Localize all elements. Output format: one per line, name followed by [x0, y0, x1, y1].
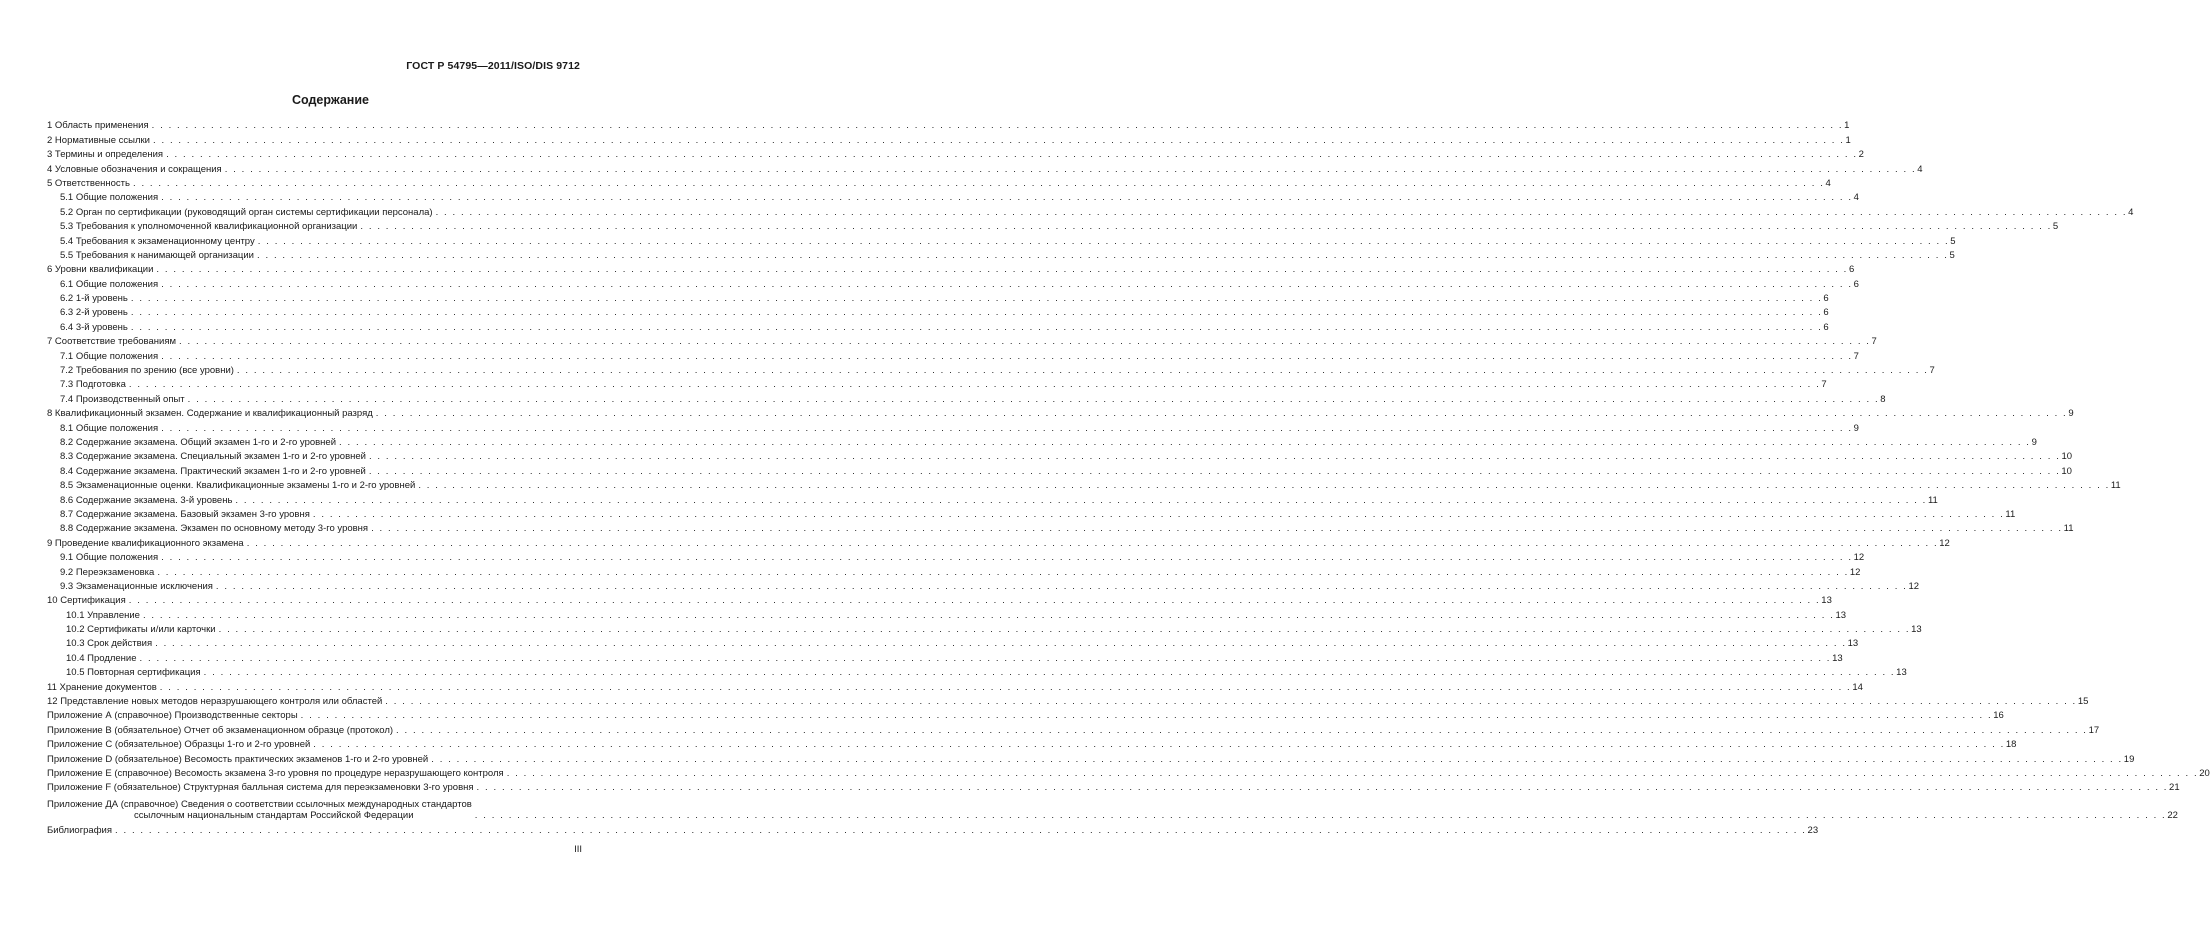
toc-entry-label: 8 Квалификационный экзамен. Содержание и квалификационный разряд [47, 408, 373, 420]
toc-entry-label: 5 Ответственность [47, 177, 130, 189]
toc-entry-page: 22 [2167, 810, 2178, 822]
toc-entry-label: 8.2 Содержание экзамена. Общий экзамен 1-го и 2-го уровней [60, 436, 337, 448]
toc-entry [47, 793, 2178, 822]
toc-entry-label: 2 Нормативные ссылки [47, 134, 150, 146]
toc-entry [47, 434, 2037, 448]
toc-entry-page: 10 [2061, 451, 2073, 463]
toc-dot-leader: . . . . . . . . . . . . . . . . . . . . . . . . . . . . . . . . . . . . . . . . . . . . . . . . . . . . . . . . . . . . . . . . . . . . . . . . . . . . . . . . . . . . . . . . . . . . . . . . . . . . . . . . . . . . . . . . . . . . . . . . . . . . . . . . . . . . . . . . . . . . . . . . . . . . . . . . . . . . . . . . . . . . . . . . . . . . . . . . . . . . . . . . . . . . . . . . . . . . . . . . [476, 782, 2169, 794]
toc-entry-label: 6.4 3-й уровень [60, 321, 128, 333]
toc-dot-leader: . . . . . . . . . . . . . . . . . . . . . . . . . . . . . . . . . . . . . . . . . . . . . . . . . . . . . . . . . . . . . . . . . . . . . . . . . . . . . . . . . . . . . . . . . . . . . . . . . . . . . . . . . . . . . . . . . . . . . . . . . . . . . . . . . . . . . . . . . . . . . . . . . . . . . . . . . . . . . . . . . . . . . . . . . . . . . . . . . . . . . . . . . . . . . . . . . . . . . . . . [179, 336, 1871, 348]
toc-entry-page: 7 [1871, 336, 1877, 348]
toc-entry-page: 6 [1848, 264, 1855, 276]
toc-entry-page: 6 [1823, 293, 1829, 305]
toc-dot-leader: . . . . . . . . . . . . . . . . . . . . . . . . . . . . . . . . . . . . . . . . . . . . . . . . . . . . . . . . . . . . . . . . . . . . . . . . . . . . . . . . . . . . . . . . . . . . . . . . . . . . . . . . . . . . . . . . . . . . . . . . . . . . . . . . . . . . . . . . . . . . . . . . . . . . . . . . . . . . . . . . . . . . . . . . . . . . . . . . . . . . . . . . . . . . . . . . . . . . . . . . [474, 810, 2167, 822]
toc-entry-label: 10 Сертификация [47, 595, 126, 607]
toc-entry-label-line1: Приложение ДА (справочное) Сведения о соответствии ссылочных международных стандартов [47, 799, 472, 811]
toc-entry [47, 405, 2074, 420]
toc-entry-page: 7 [1821, 379, 1827, 391]
toc-entry [47, 362, 1935, 377]
toc-dot-leader: . . . . . . . . . . . . . . . . . . . . . . . . . . . . . . . . . . . . . . . . . . . . . . . . . . . . . . . . . . . . . . . . . . . . . . . . . . . . . . . . . . . . . . . . . . . . . . . . . . . . . . . . . . . . . . . . . . . . . . . . . . . . . . . . . . . . . . . . . . . . . . . . . . . . . . . . . . . . . . . . . . . . . . . . . . . . . . . . . . . . . . . . . . . . . . . . . . . . . . . . [155, 638, 1847, 650]
toc-dot-leader: . . . . . . . . . . . . . . . . . . . . . . . . . . . . . . . . . . . . . . . . . . . . . . . . . . . . . . . . . . . . . . . . . . . . . . . . . . . . . . . . . . . . . . . . . . . . . . . . . . . . . . . . . . . . . . . . . . . . . . . . . . . . . . . . . . . . . . . . . . . . . . . . . . . . . . . . . . . . . . . . . . . . . . . . . . . . . . . . . . . . . . . . . . . . . . . . . . . . . . . . [157, 566, 1849, 578]
toc-entry [47, 606, 1847, 621]
toc-entry [47, 563, 1861, 578]
toc-entry [47, 131, 1851, 146]
toc-entry-page: 13 [1847, 638, 1859, 650]
toc-entry-page: 2 [1858, 149, 1864, 161]
toc-entry-page: 1 [1844, 120, 1850, 132]
toc-entry-page: 17 [2088, 724, 2100, 736]
toc-entry-label: 6.2 1-й уровень [60, 293, 128, 305]
toc-entry [47, 635, 1859, 650]
toc-entry-label: 10.1 Управление [66, 609, 140, 621]
toc-dot-leader: . . . . . . . . . . . . . . . . . . . . . . . . . . . . . . . . . . . . . . . . . . . . . . . . . . . . . . . . . . . . . . . . . . . . . . . . . . . . . . . . . . . . . . . . . . . . . . . . . . . . . . . . . . . . . . . . . . . . . . . . . . . . . . . . . . . . . . . . . . . . . . . . . . . . . . . . . . . . . . . . . . . . . . . . . . . . . . . . . . . . . . . . . . . . . . . . . . . . . . . . [218, 624, 1911, 636]
toc-dot-leader: . . . . . . . . . . . . . . . . . . . . . . . . . . . . . . . . . . . . . . . . . . . . . . . . . . . . . . . . . . . . . . . . . . . . . . . . . . . . . . . . . . . . . . . . . . . . . . . . . . . . . . . . . . . . . . . . . . . . . . . . . . . . . . . . . . . . . . . . . . . . . . . . . . . . . . . . . . . . . . . . . . . . . . . . . . . . . . . . . . . . . . . . . . . . . . . . . . . . . . . . [215, 580, 1908, 592]
toc-dot-leader: . . . . . . . . . . . . . . . . . . . . . . . . . . . . . . . . . . . . . . . . . . . . . . . . . . . . . . . . . . . . . . . . . . . . . . . . . . . . . . . . . . . . . . . . . . . . . . . . . . . . . . . . . . . . . . . . . . . . . . . . . . . . . . . . . . . . . . . . . . . . . . . . . . . . . . . . . . . . . . . . . . . . . . . . . . . . . . . . . . . . . . . . . . . . . . . . . . . . . . . . [151, 120, 1844, 132]
toc-dot-leader: . . . . . . . . . . . . . . . . . . . . . . . . . . . . . . . . . . . . . . . . . . . . . . . . . . . . . . . . . . . . . . . . . . . . . . . . . . . . . . . . . . . . . . . . . . . . . . . . . . . . . . . . . . . . . . . . . . . . . . . . . . . . . . . . . . . . . . . . . . . . . . . . . . . . . . . . . . . . . . . . . . . . . . . . . . . . . . . . . . . . . . . . . . . . . . . . . . . . . . . . [385, 696, 2077, 708]
toc-dot-leader: . . . . . . . . . . . . . . . . . . . . . . . . . . . . . . . . . . . . . . . . . . . . . . . . . . . . . . . . . . . . . . . . . . . . . . . . . . . . . . . . . . . . . . . . . . . . . . . . . . . . . . . . . . . . . . . . . . . . . . . . . . . . . . . . . . . . . . . . . . . . . . . . . . . . . . . . . . . . . . . . . . . . . . . . . . . . . . . . . . . . . . . . . . . . . . . . . . . . . . . . [128, 595, 1821, 607]
toc-entry-page: 12 [1939, 537, 1950, 549]
toc-entry-label: 7.1 Общие положения [60, 350, 159, 362]
toc-dot-leader: . . . . . . . . . . . . . . . . . . . . . . . . . . . . . . . . . . . . . . . . . . . . . . . . . . . . . . . . . . . . . . . . . . . . . . . . . . . . . . . . . . . . . . . . . . . . . . . . . . . . . . . . . . . . . . . . . . . . . . . . . . . . . . . . . . . . . . . . . . . . . . . . . . . . . . . . . . . . . . . . . . . . . . . . . . . . . . . . . . . . . . . . . . . . . . . . . . . . . . . . [187, 393, 1880, 405]
toc-entry-page: 11 [1927, 494, 1938, 506]
toc-entry-label: 4 Условные обозначения и сокращения [47, 163, 222, 175]
toc-entry [47, 304, 1829, 319]
toc-dot-leader: . . . . . . . . . . . . . . . . . . . . . . . . . . . . . . . . . . . . . . . . . . . . . . . . . . . . . . . . . . . . . . . . . . . . . . . . . . . . . . . . . . . . . . . . . . . . . . . . . . . . . . . . . . . . . . . . . . . . . . . . . . . . . . . . . . . . . . . . . . . . . . . . . . . . . . . . . . . . . . . . . . . . . . . . . . . . . . . . . . . . . . . . . . . . . . . . . . . . . . . . [161, 422, 1853, 434]
toc-title: Содержание [291, 93, 369, 107]
toc-entry [47, 821, 1819, 836]
toc-entry [47, 318, 1829, 333]
toc-entry-label [47, 799, 475, 821]
toc-entry-label: 10.3 Срок действия [66, 638, 153, 650]
toc-entry-page: 12 [1908, 580, 1920, 592]
toc-entry [47, 779, 2180, 794]
toc-dot-leader: . . . . . . . . . . . . . . . . . . . . . . . . . . . . . . . . . . . . . . . . . . . . . . . . . . . . . . . . . . . . . . . . . . . . . . . . . . . . . . . . . . . . . . . . . . . . . . . . . . . . . . . . . . . . . . . . . . . . . . . . . . . . . . . . . . . . . . . . . . . . . . . . . . . . . . . . . . . . . . . . . . . . . . . . . . . . . . . . . . . . . . . . . . . . . . . . . . . . . . . . [371, 523, 2063, 535]
toc-entry-page: 9 [2031, 436, 2037, 448]
toc-entry-label: 7.3 Подготовка [60, 379, 126, 391]
toc-dot-leader: . . . . . . . . . . . . . . . . . . . . . . . . . . . . . . . . . . . . . . . . . . . . . . . . . . . . . . . . . . . . . . . . . . . . . . . . . . . . . . . . . . . . . . . . . . . . . . . . . . . . . . . . . . . . . . . . . . . . . . . . . . . . . . . . . . . . . . . . . . . . . . . . . . . . . . . . . . . . . . . . . . . . . . . . . . . . . . . . . . . . . . . . . . . . . . . . . . . . . . . . [300, 710, 1993, 722]
toc-entry-page: 16 [1993, 710, 2004, 722]
toc-dot-leader: . . . . . . . . . . . . . . . . . . . . . . . . . . . . . . . . . . . . . . . . . . . . . . . . . . . . . . . . . . . . . . . . . . . . . . . . . . . . . . . . . . . . . . . . . . . . . . . . . . . . . . . . . . . . . . . . . . . . . . . . . . . . . . . . . . . . . . . . . . . . . . . . . . . . . . . . . . . . . . . . . . . . . . . . . . . . . . . . . . . . . . . . . . . . . . . . . . . . . . . . [435, 206, 2128, 218]
toc-entry-page: 12 [1853, 552, 1865, 564]
toc-entry-page: 12 [1849, 566, 1861, 578]
toc-entry-label: 12 Представление новых методов неразрушающего контроля или областей [47, 696, 383, 708]
toc-dot-leader: . . . . . . . . . . . . . . . . . . . . . . . . . . . . . . . . . . . . . . . . . . . . . . . . . . . . . . . . . . . . . . . . . . . . . . . . . . . . . . . . . . . . . . . . . . . . . . . . . . . . . . . . . . . . . . . . . . . . . . . . . . . . . . . . . . . . . . . . . . . . . . . . . . . . . . . . . . . . . . . . . . . . . . . . . . . . . . . . . . . . . . . . . . . . . . . . . . . . . . . . [257, 235, 1950, 247]
toc-entry [47, 347, 1859, 362]
page-number: III [574, 844, 582, 855]
toc-entry [47, 549, 1865, 564]
toc-dot-leader: . . . . . . . . . . . . . . . . . . . . . . . . . . . . . . . . . . . . . . . . . . . . . . . . . . . . . . . . . . . . . . . . . . . . . . . . . . . . . . . . . . . . . . . . . . . . . . . . . . . . . . . . . . . . . . . . . . . . . . . . . . . . . . . . . . . . . . . . . . . . . . . . . . . . . . . . . . . . . . . . . . . . . . . . . . . . . . . . . . . . . . . . . . . . . . . . . . . . . . . . [130, 293, 1823, 305]
toc-entry-label: 7.4 Производственный опыт [60, 393, 185, 405]
toc-entry-page: 13 [1896, 667, 1907, 679]
toc-entry [47, 419, 1859, 434]
toc-entry-label: 10.5 Повторная сертификация [66, 667, 201, 679]
toc-dot-leader: . . . . . . . . . . . . . . . . . . . . . . . . . . . . . . . . . . . . . . . . . . . . . . . . . . . . . . . . . . . . . . . . . . . . . . . . . . . . . . . . . . . . . . . . . . . . . . . . . . . . . . . . . . . . . . . . . . . . . . . . . . . . . . . . . . . . . . . . . . . . . . . . . . . . . . . . . . . . . . . . . . . . . . . . . . . . . . . . . . . . . . . . . . . . . . . . . . . . . . . . [360, 221, 2052, 233]
toc-dot-leader: . . . . . . . . . . . . . . . . . . . . . . . . . . . . . . . . . . . . . . . . . . . . . . . . . . . . . . . . . . . . . . . . . . . . . . . . . . . . . . . . . . . . . . . . . . . . . . . . . . . . . . . . . . . . . . . . . . . . . . . . . . . . . . . . . . . . . . . . . . . . . . . . . . . . . . . . . . . . . . . . . . . . . . . . . . . . . . . . . . . . . . . . . . . . . . . . . . . . . . . . [161, 278, 1853, 290]
toc-entry-label: 9.1 Общие положения [60, 552, 159, 564]
toc-entry [47, 491, 1938, 506]
toc-entry [47, 693, 2089, 708]
toc-entry-page: 10 [2061, 465, 2072, 477]
toc-dot-leader: . . . . . . . . . . . . . . . . . . . . . . . . . . . . . . . . . . . . . . . . . . . . . . . . . . . . . . . . . . . . . . . . . . . . . . . . . . . . . . . . . . . . . . . . . . . . . . . . . . . . . . . . . . . . . . . . . . . . . . . . . . . . . . . . . . . . . . . . . . . . . . . . . . . . . . . . . . . . . . . . . . . . . . . . . . . . . . . . . . . . . . . . . . . . . . . . . . . . . . . . [236, 365, 1929, 377]
toc-entry-page: 4 [1917, 163, 1923, 175]
toc-entry-page: 11 [2005, 508, 2016, 520]
toc-dot-leader: . . . . . . . . . . . . . . . . . . . . . . . . . . . . . . . . . . . . . . . . . . . . . . . . . . . . . . . . . . . . . . . . . . . . . . . . . . . . . . . . . . . . . . . . . . . . . . . . . . . . . . . . . . . . . . . . . . . . . . . . . . . . . . . . . . . . . . . . . . . . . . . . . . . . . . . . . . . . . . . . . . . . . . . . . . . . . . . . . . . . . . . . . . . . . . . . . . . . . . . . [506, 767, 2199, 779]
toc-entry [47, 247, 1955, 261]
toc-dot-leader: . . . . . . . . . . . . . . . . . . . . . . . . . . . . . . . . . . . . . . . . . . . . . . . . . . . . . . . . . . . . . . . . . . . . . . . . . . . . . . . . . . . . . . . . . . . . . . . . . . . . . . . . . . . . . . . . . . . . . . . . . . . . . . . . . . . . . . . . . . . . . . . . . . . . . . . . . . . . . . . . . . . . . . . . . . . . . . . . . . . . . . . . . . . . . . . . . . . . . . . . [256, 249, 1949, 261]
toc-dot-leader: . . . . . . . . . . . . . . . . . . . . . . . . . . . . . . . . . . . . . . . . . . . . . . . . . . . . . . . . . . . . . . . . . . . . . . . . . . . . . . . . . . . . . . . . . . . . . . . . . . . . . . . . . . . . . . . . . . . . . . . . . . . . . . . . . . . . . . . . . . . . . . . . . . . . . . . . . . . . . . . . . . . . . . . . . . . . . . . . . . . . . . . . . . . . . . . . . . . . . . . . [418, 480, 2110, 492]
toc-entry [47, 664, 1907, 679]
toc-entry [47, 376, 1827, 391]
toc-entry-label: 5.2 Орган по сертификации (руководящий орган системы сертификации персонала) [60, 206, 433, 218]
toc-entry [47, 534, 1950, 549]
toc-entry-page: 13 [1911, 624, 1922, 636]
toc-entry [47, 390, 1886, 405]
toc-entry-page: 13 [1835, 609, 1847, 621]
toc-entry-page: 11 [2110, 480, 2121, 492]
toc-entry-page: 6 [1823, 307, 1829, 319]
toc-dot-leader: . . . . . . . . . . . . . . . . . . . . . . . . . . . . . . . . . . . . . . . . . . . . . . . . . . . . . . . . . . . . . . . . . . . . . . . . . . . . . . . . . . . . . . . . . . . . . . . . . . . . . . . . . . . . . . . . . . . . . . . . . . . . . . . . . . . . . . . . . . . . . . . . . . . . . . . . . . . . . . . . . . . . . . . . . . . . . . . . . . . . . . . . . . . . . . . . . . . . . . . . [313, 739, 2005, 751]
toc-entry-label: 9 Проведение квалификационного экзамена [47, 537, 244, 549]
toc-entry-label: 5.3 Требования к уполномоченной квалификационной организации [60, 221, 358, 233]
toc-entry-page: 4 [1853, 192, 1859, 204]
toc-entry [47, 146, 1864, 161]
toc-entry-page: 19 [2123, 753, 2135, 765]
toc-dot-leader: . . . . . . . . . . . . . . . . . . . . . . . . . . . . . . . . . . . . . . . . . . . . . . . . . . . . . . . . . . . . . . . . . . . . . . . . . . . . . . . . . . . . . . . . . . . . . . . . . . . . . . . . . . . . . . . . . . . . . . . . . . . . . . . . . . . . . . . . . . . . . . . . . . . . . . . . . . . . . . . . . . . . . . . . . . . . . . . . . . . . . . . . . . . . . . . . . . . . . . . . [203, 667, 1896, 679]
toc-entry-label: 5.1 Общие положения [60, 192, 159, 204]
toc-entry-page: 6 [1853, 278, 1859, 290]
toc-entry [47, 477, 2121, 492]
toc-entry [47, 621, 1922, 636]
toc-entry [47, 462, 2072, 477]
toc-entry-label: 9.3 Экзаменационные исключения [60, 580, 213, 592]
toc-entry [47, 707, 2004, 722]
toc-entry [47, 736, 2017, 751]
toc-entry-page: 9 [2068, 408, 2074, 420]
toc-entry-label: 8.1 Общие положения [60, 422, 159, 434]
toc-dot-leader: . . . . . . . . . . . . . . . . . . . . . . . . . . . . . . . . . . . . . . . . . . . . . . . . . . . . . . . . . . . . . . . . . . . . . . . . . . . . . . . . . . . . . . . . . . . . . . . . . . . . . . . . . . . . . . . . . . . . . . . . . . . . . . . . . . . . . . . . . . . . . . . . . . . . . . . . . . . . . . . . . . . . . . . . . . . . . . . . . . . . . . . . . . . . . . . . . . . . . . . . [153, 134, 1845, 146]
toc-entry [47, 506, 2016, 520]
toc-entry-page: 5 [2052, 221, 2059, 233]
toc-entry [47, 765, 2210, 779]
toc-dot-leader: . . . . . . . . . . . . . . . . . . . . . . . . . . . . . . . . . . . . . . . . . . . . . . . . . . . . . . . . . . . . . . . . . . . . . . . . . . . . . . . . . . . . . . . . . . . . . . . . . . . . . . . . . . . . . . . . . . . . . . . . . . . . . . . . . . . . . . . . . . . . . . . . . . . . . . . . . . . . . . . . . . . . . . . . . . . . . . . . . . . . . . . . . . . . . . . . . . . . . . . . [368, 465, 2061, 477]
toc-entry [47, 721, 2100, 736]
toc-dot-leader: . . . . . . . . . . . . . . . . . . . . . . . . . . . . . . . . . . . . . . . . . . . . . . . . . . . . . . . . . . . . . . . . . . . . . . . . . . . . . . . . . . . . . . . . . . . . . . . . . . . . . . . . . . . . . . . . . . . . . . . . . . . . . . . . . . . . . . . . . . . . . . . . . . . . . . . . . . . . . . . . . . . . . . . . . . . . . . . . . . . . . . . . . . . . . . . . . . . . . . . . [139, 652, 1832, 664]
toc-entry-label: 8.7 Содержание экзамена. Базовый экзамен 3-го уровня [60, 508, 310, 520]
toc-dot-leader: . . . . . . . . . . . . . . . . . . . . . . . . . . . . . . . . . . . . . . . . . . . . . . . . . . . . . . . . . . . . . . . . . . . . . . . . . . . . . . . . . . . . . . . . . . . . . . . . . . . . . . . . . . . . . . . . . . . . . . . . . . . . . . . . . . . . . . . . . . . . . . . . . . . . . . . . . . . . . . . . . . . . . . . . . . . . . . . . . . . . . . . . . . . . . . . . . . . . . . . . [431, 753, 2123, 765]
toc-dot-leader: . . . . . . . . . . . . . . . . . . . . . . . . . . . . . . . . . . . . . . . . . . . . . . . . . . . . . . . . . . . . . . . . . . . . . . . . . . . . . . . . . . . . . . . . . . . . . . . . . . . . . . . . . . . . . . . . . . . . . . . . . . . . . . . . . . . . . . . . . . . . . . . . . . . . . . . . . . . . . . . . . . . . . . . . . . . . . . . . . . . . . . . . . . . . . . . . . . . . . . . . [246, 537, 1939, 549]
toc-entry-label: 8.3 Содержание экзамена. Специальный экзамен 1-го и 2-го уровней [60, 451, 366, 463]
toc-dot-leader: . . . . . . . . . . . . . . . . . . . . . . . . . . . . . . . . . . . . . . . . . . . . . . . . . . . . . . . . . . . . . . . . . . . . . . . . . . . . . . . . . . . . . . . . . . . . . . . . . . . . . . . . . . . . . . . . . . . . . . . . . . . . . . . . . . . . . . . . . . . . . . . . . . . . . . . . . . . . . . . . . . . . . . . . . . . . . . . . . . . . . . . . . . . . . . . . . . . . . . . . [161, 192, 1853, 204]
toc-entry-page: 21 [2169, 782, 2180, 794]
toc-entry-label: Приложение В (обязательное) Отчет об экзаменационном образце (протокол) [47, 724, 394, 736]
toc-entry-page: 20 [2199, 767, 2210, 779]
toc-entry-page: 7 [1853, 350, 1859, 362]
toc-entry [47, 160, 1923, 175]
toc-entry [47, 592, 1832, 607]
toc-dot-leader: . . . . . . . . . . . . . . . . . . . . . . . . . . . . . . . . . . . . . . . . . . . . . . . . . . . . . . . . . . . . . . . . . . . . . . . . . . . . . . . . . . . . . . . . . . . . . . . . . . . . . . . . . . . . . . . . . . . . . . . . . . . . . . . . . . . . . . . . . . . . . . . . . . . . . . . . . . . . . . . . . . . . . . . . . . . . . . . . . . . . . . . . . . . . . . . . . . . . . . . . [161, 350, 1853, 362]
toc-entry-label: 8.8 Содержание экзамена. Экзамен по основному методу 3-го уровня [60, 523, 369, 535]
toc-entry-label: 11 Хранение документов [47, 681, 157, 693]
toc-entry-label: 5.4 Требования к экзаменационному центру [60, 235, 255, 247]
toc-entry-label: 5.5 Требования к нанимающей организации [60, 249, 254, 261]
toc-entry-page: 7 [1929, 365, 1935, 377]
toc-dot-leader: . . . . . . . . . . . . . . . . . . . . . . . . . . . . . . . . . . . . . . . . . . . . . . . . . . . . . . . . . . . . . . . . . . . . . . . . . . . . . . . . . . . . . . . . . . . . . . . . . . . . . . . . . . . . . . . . . . . . . . . . . . . . . . . . . . . . . . . . . . . . . . . . . . . . . . . . . . . . . . . . . . . . . . . . . . . . . . . . . . . . . . . . . . . . . . . . . . . . . . . . [368, 451, 2061, 463]
toc-entry [47, 218, 2059, 233]
toc-entry [47, 232, 1956, 247]
toc-entry-label: 9.2 Переэкзаменовка [60, 566, 155, 578]
toc-entry [47, 520, 2074, 535]
toc-entry-label: 10.2 Сертификаты и/или карточки [66, 624, 216, 636]
toc-entry-label: Приложение Е (справочное) Весомость экзамена 3-го уровня по процедуре неразрушающего контроля [47, 767, 504, 779]
toc-dot-leader: . . . . . . . . . . . . . . . . . . . . . . . . . . . . . . . . . . . . . . . . . . . . . . . . . . . . . . . . . . . . . . . . . . . . . . . . . . . . . . . . . . . . . . . . . . . . . . . . . . . . . . . . . . . . . . . . . . . . . . . . . . . . . . . . . . . . . . . . . . . . . . . . . . . . . . . . . . . . . . . . . . . . . . . . . . . . . . . . . . . . . . . . . . . . . . . . . . . . . . . . [159, 681, 1852, 693]
toc-entry [47, 333, 1877, 348]
toc-entry-label: Приложение F (обязательное) Структурная балльная система для переэкзаменовки 3-го уровня [47, 782, 474, 794]
toc-entry-label: 8.4 Содержание экзамена. Практический экзамен 1-го и 2-го уровней [60, 465, 366, 477]
toc-entry-page: 6 [1823, 321, 1829, 333]
toc-dot-leader: . . . . . . . . . . . . . . . . . . . . . . . . . . . . . . . . . . . . . . . . . . . . . . . . . . . . . . . . . . . . . . . . . . . . . . . . . . . . . . . . . . . . . . . . . . . . . . . . . . . . . . . . . . . . . . . . . . . . . . . . . . . . . . . . . . . . . . . . . . . . . . . . . . . . . . . . . . . . . . . . . . . . . . . . . . . . . . . . . . . . . . . . . . . . . . . . . . . . . . . . [166, 149, 1858, 161]
toc-entry-label: 6.3 2-й уровень [60, 307, 128, 319]
toc-entry-label: 7.2 Требования по зрению (все уровни) [60, 365, 234, 377]
document-header: ГОСТ Р 54795—2011/ISO/DIS 9712 [406, 60, 580, 72]
toc-entry [47, 578, 1920, 592]
toc-entry-page: 4 [2128, 206, 2134, 218]
toc-dot-leader: . . . . . . . . . . . . . . . . . . . . . . . . . . . . . . . . . . . . . . . . . . . . . . . . . . . . . . . . . . . . . . . . . . . . . . . . . . . . . . . . . . . . . . . . . . . . . . . . . . . . . . . . . . . . . . . . . . . . . . . . . . . . . . . . . . . . . . . . . . . . . . . . . . . . . . . . . . . . . . . . . . . . . . . . . . . . . . . . . . . . . . . . . . . . . . . . . . . . . . . . [115, 824, 1807, 836]
toc-entry-label: Приложение D (обязательное) Весомость практических экзаменов 1-го и 2-го уровней [47, 753, 429, 765]
toc-entry-page: 5 [1950, 235, 1956, 247]
toc-entry-label: 6.1 Общие положения [60, 278, 159, 290]
toc-dot-leader: . . . . . . . . . . . . . . . . . . . . . . . . . . . . . . . . . . . . . . . . . . . . . . . . . . . . . . . . . . . . . . . . . . . . . . . . . . . . . . . . . . . . . . . . . . . . . . . . . . . . . . . . . . . . . . . . . . . . . . . . . . . . . . . . . . . . . . . . . . . . . . . . . . . . . . . . . . . . . . . . . . . . . . . . . . . . . . . . . . . . . . . . . . . . . . . . . . . . . . . . [161, 552, 1853, 564]
toc-entry-label: 10.4 Продление [66, 652, 137, 664]
toc-entry-page: 13 [1832, 652, 1843, 664]
toc-dot-leader: . . . . . . . . . . . . . . . . . . . . . . . . . . . . . . . . . . . . . . . . . . . . . . . . . . . . . . . . . . . . . . . . . . . . . . . . . . . . . . . . . . . . . . . . . . . . . . . . . . . . . . . . . . . . . . . . . . . . . . . . . . . . . . . . . . . . . . . . . . . . . . . . . . . . . . . . . . . . . . . . . . . . . . . . . . . . . . . . . . . . . . . . . . . . . . . . . . . . . . . . [312, 508, 2005, 520]
toc-entry-page: 9 [1853, 422, 1859, 434]
toc-entry [47, 189, 1859, 204]
toc-entry-page: 8 [1880, 393, 1886, 405]
toc-dot-leader: . . . . . . . . . . . . . . . . . . . . . . . . . . . . . . . . . . . . . . . . . . . . . . . . . . . . . . . . . . . . . . . . . . . . . . . . . . . . . . . . . . . . . . . . . . . . . . . . . . . . . . . . . . . . . . . . . . . . . . . . . . . . . . . . . . . . . . . . . . . . . . . . . . . . . . . . . . . . . . . . . . . . . . . . . . . . . . . . . . . . . . . . . . . . . . . . . . . . . . . . [375, 408, 2068, 420]
table-of-contents [47, 117, 2210, 836]
toc-dot-leader: . . . . . . . . . . . . . . . . . . . . . . . . . . . . . . . . . . . . . . . . . . . . . . . . . . . . . . . . . . . . . . . . . . . . . . . . . . . . . . . . . . . . . . . . . . . . . . . . . . . . . . . . . . . . . . . . . . . . . . . . . . . . . . . . . . . . . . . . . . . . . . . . . . . . . . . . . . . . . . . . . . . . . . . . . . . . . . . . . . . . . . . . . . . . . . . . . . . . . . . . [224, 163, 1917, 175]
toc-dot-leader: . . . . . . . . . . . . . . . . . . . . . . . . . . . . . . . . . . . . . . . . . . . . . . . . . . . . . . . . . . . . . . . . . . . . . . . . . . . . . . . . . . . . . . . . . . . . . . . . . . . . . . . . . . . . . . . . . . . . . . . . . . . . . . . . . . . . . . . . . . . . . . . . . . . . . . . . . . . . . . . . . . . . . . . . . . . . . . . . . . . . . . . . . . . . . . . . . . . . . . . . [128, 379, 1821, 391]
toc-dot-leader: . . . . . . . . . . . . . . . . . . . . . . . . . . . . . . . . . . . . . . . . . . . . . . . . . . . . . . . . . . . . . . . . . . . . . . . . . . . . . . . . . . . . . . . . . . . . . . . . . . . . . . . . . . . . . . . . . . . . . . . . . . . . . . . . . . . . . . . . . . . . . . . . . . . . . . . . . . . . . . . . . . . . . . . . . . . . . . . . . . . . . . . . . . . . . . . . . . . . . . . . [339, 436, 2031, 448]
toc-entry-label: 7 Соответствие требованиям [47, 336, 177, 348]
toc-entry-label: 8.5 Экзаменационные оценки. Квалификационные экзамены 1-го и 2-го уровней [60, 480, 416, 492]
toc-entry [47, 275, 1859, 290]
toc-entry-page: 23 [1807, 824, 1819, 836]
toc-entry-page: 5 [1949, 249, 1955, 261]
toc-entry-page: 4 [1825, 177, 1831, 189]
toc-entry-page: 18 [2005, 739, 2017, 751]
toc-entry [47, 203, 2134, 218]
toc-entry-page: 1 [1845, 134, 1851, 146]
toc-entry-label: 3 Термины и определения [47, 149, 164, 161]
toc-dot-leader: . . . . . . . . . . . . . . . . . . . . . . . . . . . . . . . . . . . . . . . . . . . . . . . . . . . . . . . . . . . . . . . . . . . . . . . . . . . . . . . . . . . . . . . . . . . . . . . . . . . . . . . . . . . . . . . . . . . . . . . . . . . . . . . . . . . . . . . . . . . . . . . . . . . . . . . . . . . . . . . . . . . . . . . . . . . . . . . . . . . . . . . . . . . . . . . . . . . . . . . . [132, 177, 1825, 189]
toc-entry-page: 14 [1852, 681, 1863, 693]
toc-dot-leader: . . . . . . . . . . . . . . . . . . . . . . . . . . . . . . . . . . . . . . . . . . . . . . . . . . . . . . . . . . . . . . . . . . . . . . . . . . . . . . . . . . . . . . . . . . . . . . . . . . . . . . . . . . . . . . . . . . . . . . . . . . . . . . . . . . . . . . . . . . . . . . . . . . . . . . . . . . . . . . . . . . . . . . . . . . . . . . . . . . . . . . . . . . . . . . . . . . . . . . . . [235, 494, 1927, 506]
toc-entry [47, 448, 2073, 463]
toc-entry-label: 1 Область применения [47, 120, 149, 132]
toc-entry [47, 649, 1843, 664]
toc-entry-label: 8.6 Содержание экзамена. 3-й уровень [60, 494, 233, 506]
toc-entry-label: 6 Уровни квалификации [47, 264, 154, 276]
toc-entry-label: Приложение А (справочное) Производственные секторы [47, 710, 298, 722]
toc-dot-leader: . . . . . . . . . . . . . . . . . . . . . . . . . . . . . . . . . . . . . . . . . . . . . . . . . . . . . . . . . . . . . . . . . . . . . . . . . . . . . . . . . . . . . . . . . . . . . . . . . . . . . . . . . . . . . . . . . . . . . . . . . . . . . . . . . . . . . . . . . . . . . . . . . . . . . . . . . . . . . . . . . . . . . . . . . . . . . . . . . . . . . . . . . . . . . . . . . . . . . . . . [130, 307, 1823, 319]
toc-entry-label: Библиография [47, 824, 112, 836]
toc-entry-page: 13 [1821, 595, 1832, 607]
toc-entry [47, 175, 1831, 189]
toc-dot-leader: . . . . . . . . . . . . . . . . . . . . . . . . . . . . . . . . . . . . . . . . . . . . . . . . . . . . . . . . . . . . . . . . . . . . . . . . . . . . . . . . . . . . . . . . . . . . . . . . . . . . . . . . . . . . . . . . . . . . . . . . . . . . . . . . . . . . . . . . . . . . . . . . . . . . . . . . . . . . . . . . . . . . . . . . . . . . . . . . . . . . . . . . . . . . . . . . . . . . . . . . [156, 264, 1848, 276]
toc-entry-label-line2: ссылочным национальным стандартам Российской Федерации [134, 810, 414, 822]
toc-entry-page: 11 [2063, 523, 2074, 535]
toc-entry-label: Приложение С (обязательное) Образцы 1-го и 2-го уровней [47, 739, 311, 751]
toc-entry [47, 750, 2135, 765]
toc-entry [47, 261, 1855, 276]
toc-entry-page: 15 [2077, 696, 2089, 708]
toc-dot-leader: . . . . . . . . . . . . . . . . . . . . . . . . . . . . . . . . . . . . . . . . . . . . . . . . . . . . . . . . . . . . . . . . . . . . . . . . . . . . . . . . . . . . . . . . . . . . . . . . . . . . . . . . . . . . . . . . . . . . . . . . . . . . . . . . . . . . . . . . . . . . . . . . . . . . . . . . . . . . . . . . . . . . . . . . . . . . . . . . . . . . . . . . . . . . . . . . . . . . . . . . [130, 321, 1823, 333]
toc-entry [47, 117, 1850, 132]
toc-dot-leader: . . . . . . . . . . . . . . . . . . . . . . . . . . . . . . . . . . . . . . . . . . . . . . . . . . . . . . . . . . . . . . . . . . . . . . . . . . . . . . . . . . . . . . . . . . . . . . . . . . . . . . . . . . . . . . . . . . . . . . . . . . . . . . . . . . . . . . . . . . . . . . . . . . . . . . . . . . . . . . . . . . . . . . . . . . . . . . . . . . . . . . . . . . . . . . . . . . . . . . . . [396, 724, 2088, 736]
toc-entry [47, 678, 1863, 693]
toc-entry [47, 290, 1829, 305]
toc-dot-leader: . . . . . . . . . . . . . . . . . . . . . . . . . . . . . . . . . . . . . . . . . . . . . . . . . . . . . . . . . . . . . . . . . . . . . . . . . . . . . . . . . . . . . . . . . . . . . . . . . . . . . . . . . . . . . . . . . . . . . . . . . . . . . . . . . . . . . . . . . . . . . . . . . . . . . . . . . . . . . . . . . . . . . . . . . . . . . . . . . . . . . . . . . . . . . . . . . . . . . . . . [142, 609, 1835, 621]
